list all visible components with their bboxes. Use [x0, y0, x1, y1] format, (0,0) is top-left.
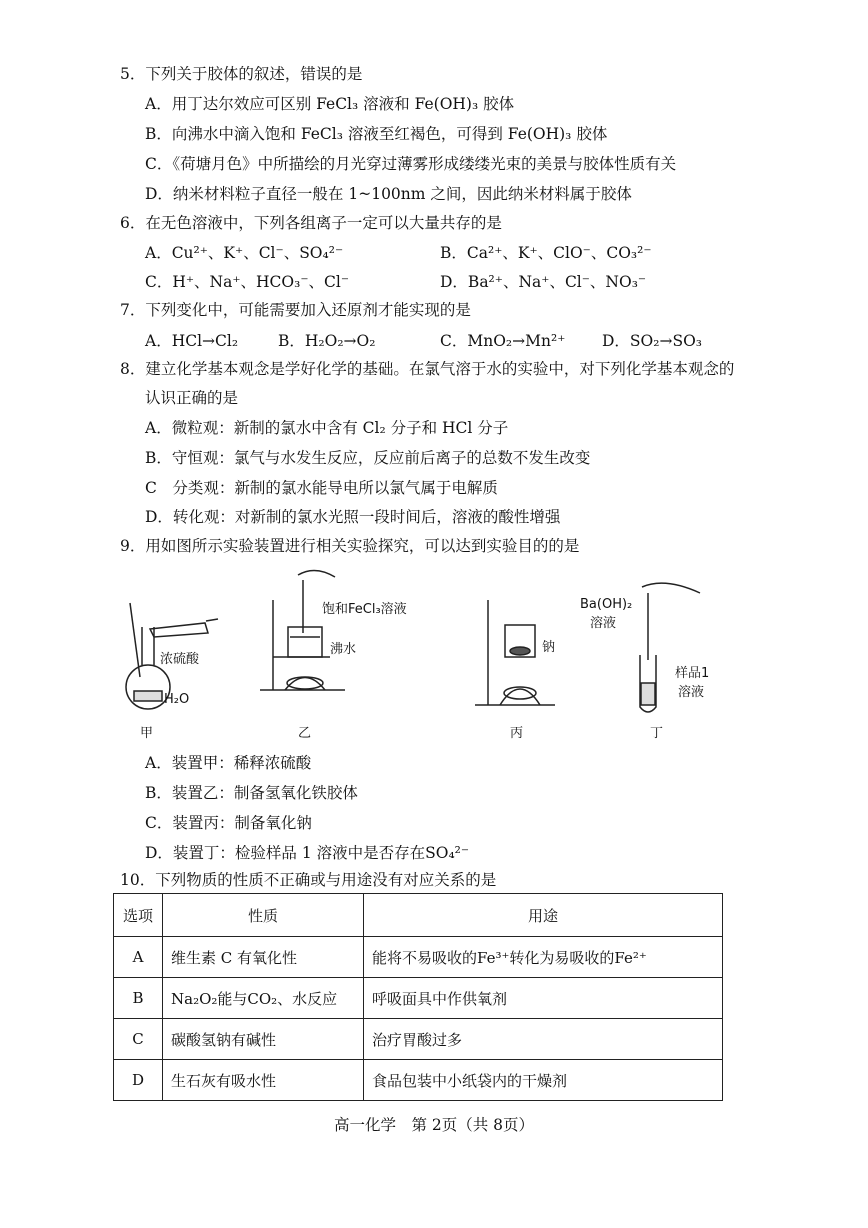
page-footer: 高一化学 第 2页（共 8页）	[333, 1116, 535, 1134]
q9-apparatus-figure	[110, 565, 750, 745]
header-use: 用途	[364, 894, 723, 937]
header-option: 选项	[114, 894, 163, 937]
bing-na-label: 钠	[542, 640, 556, 655]
q8-stem-line1: 8．建立化学基本观念是学好化学的基础。在氯气溶于水的实验中，对下列化学基本观念的	[120, 360, 735, 378]
row-use: 呼吸面具中作供氧剂	[364, 978, 723, 1019]
q9-option-a: A．装置甲：稀释浓硫酸	[145, 754, 312, 772]
table-row	[114, 937, 723, 978]
q8-stem-line2: 认识正确的是	[145, 389, 239, 407]
yi-fecl3-label: 饱和FeCl₃溶液	[322, 602, 407, 617]
q7-option-b: B．H₂O₂→O₂	[278, 332, 376, 350]
row-use: 能将不易吸收的Fe³⁺转化为易吸收的Fe²⁺	[364, 937, 723, 978]
apparatus-drawing	[110, 565, 750, 745]
q6-option-d: D．Ba²⁺、Na⁺、Cl⁻、NO₃⁻	[440, 273, 647, 291]
q7-option-c: C．MnO₂→Mn²⁺	[440, 332, 566, 350]
row-use: 食品包装中小纸袋内的干燥剂	[364, 1060, 723, 1101]
q9-option-d: D．装置丁：检验样品 1 溶液中是否存在SO₄²⁻	[145, 844, 470, 862]
apparatus-yi	[260, 570, 345, 690]
jia-water-label: H₂O	[164, 692, 190, 707]
row-option: B	[114, 978, 163, 1019]
row-property: 生石灰有吸水性	[163, 1060, 364, 1101]
q8-option-a: A．微粒观：新制的氯水中含有 Cl₂ 分子和 HCl 分子	[145, 419, 509, 437]
ding-baoh2-label: Ba(OH)₂	[580, 597, 633, 612]
q10-stem: 10．下列物质的性质不正确或与用途没有对应关系的是	[120, 871, 497, 889]
q5-option-c: C．《荷塘月色》中所描绘的月光穿过薄雾形成缕缕光束的美景与胶体性质有关	[145, 155, 677, 173]
yi-water-label: 沸水	[330, 642, 357, 657]
jia-label: 甲	[140, 726, 154, 741]
ding-baoh2-solution-label: 溶液	[590, 616, 617, 631]
q6-stem: 6．在无色溶液中，下列各组离子一定可以大量共存的是	[120, 214, 502, 232]
q10-table	[113, 893, 723, 1101]
q5-option-d: D．纳米材料粒子直径一般在 1~100nm 之间，因此纳米材料属于胶体	[145, 185, 632, 203]
q5-option-a: A．用丁达尔效应可区别 FeCl₃ 溶液和 Fe(OH)₃ 胶体	[145, 95, 515, 113]
row-option: A	[114, 937, 163, 978]
q5-stem: 5．下列关于胶体的叙述，错误的是	[120, 65, 363, 83]
q6-option-b: B．Ca²⁺、K⁺、ClO⁻、CO₃²⁻	[440, 244, 652, 262]
ding-sample-label: 样品1	[675, 666, 710, 681]
ding-label: 丁	[650, 726, 664, 741]
row-option: C	[114, 1019, 163, 1060]
row-property: 维生素 C 有氧化性	[163, 937, 364, 978]
q8-option-b: B．守恒观：氯气与水发生反应，反应前后离子的总数不发生改变	[145, 449, 591, 467]
q5-option-b: B．向沸水中滴入饱和 FeCl₃ 溶液至红褐色，可得到 Fe(OH)₃ 胶体	[145, 125, 608, 143]
q9-option-c: C．装置丙：制备氧化钠	[145, 814, 312, 832]
yi-label: 乙	[298, 726, 312, 741]
table-header-row	[114, 894, 723, 937]
ding-sample-solution-label: 溶液	[678, 685, 705, 700]
table-row	[114, 1019, 723, 1060]
jia-acid-label: 浓硫酸	[160, 652, 200, 667]
table-row	[114, 978, 723, 1019]
bing-label: 丙	[510, 726, 524, 741]
q8-option-d: D．转化观：对新制的氯水光照一段时间后，溶液的酸性增强	[145, 508, 561, 526]
row-option: D	[114, 1060, 163, 1101]
q6-option-c: C．H⁺、Na⁺、HCO₃⁻、Cl⁻	[145, 273, 350, 291]
row-property: 碳酸氢钠有碱性	[163, 1019, 364, 1060]
row-use: 治疗胃酸过多	[364, 1019, 723, 1060]
q6-option-a: A．Cu²⁺、K⁺、Cl⁻、SO₄²⁻	[145, 244, 344, 262]
q7-stem: 7．下列变化中，可能需要加入还原剂才能实现的是	[120, 301, 471, 319]
q8-option-c: C 分类观：新制的氯水能导电所以氯气属于电解质	[145, 479, 498, 497]
table-row	[114, 1060, 723, 1101]
q9-stem: 9．用如图所示实验装置进行相关实验探究，可以达到实验目的的是	[120, 537, 580, 555]
q7-option-d: D．SO₂→SO₃	[602, 332, 702, 350]
q7-option-a: A．HCl→Cl₂	[145, 332, 239, 350]
row-property: Na₂O₂能与CO₂、水反应	[163, 978, 364, 1019]
header-property: 性质	[163, 894, 364, 937]
q9-option-b: B．装置乙：制备氢氧化铁胶体	[145, 784, 358, 802]
